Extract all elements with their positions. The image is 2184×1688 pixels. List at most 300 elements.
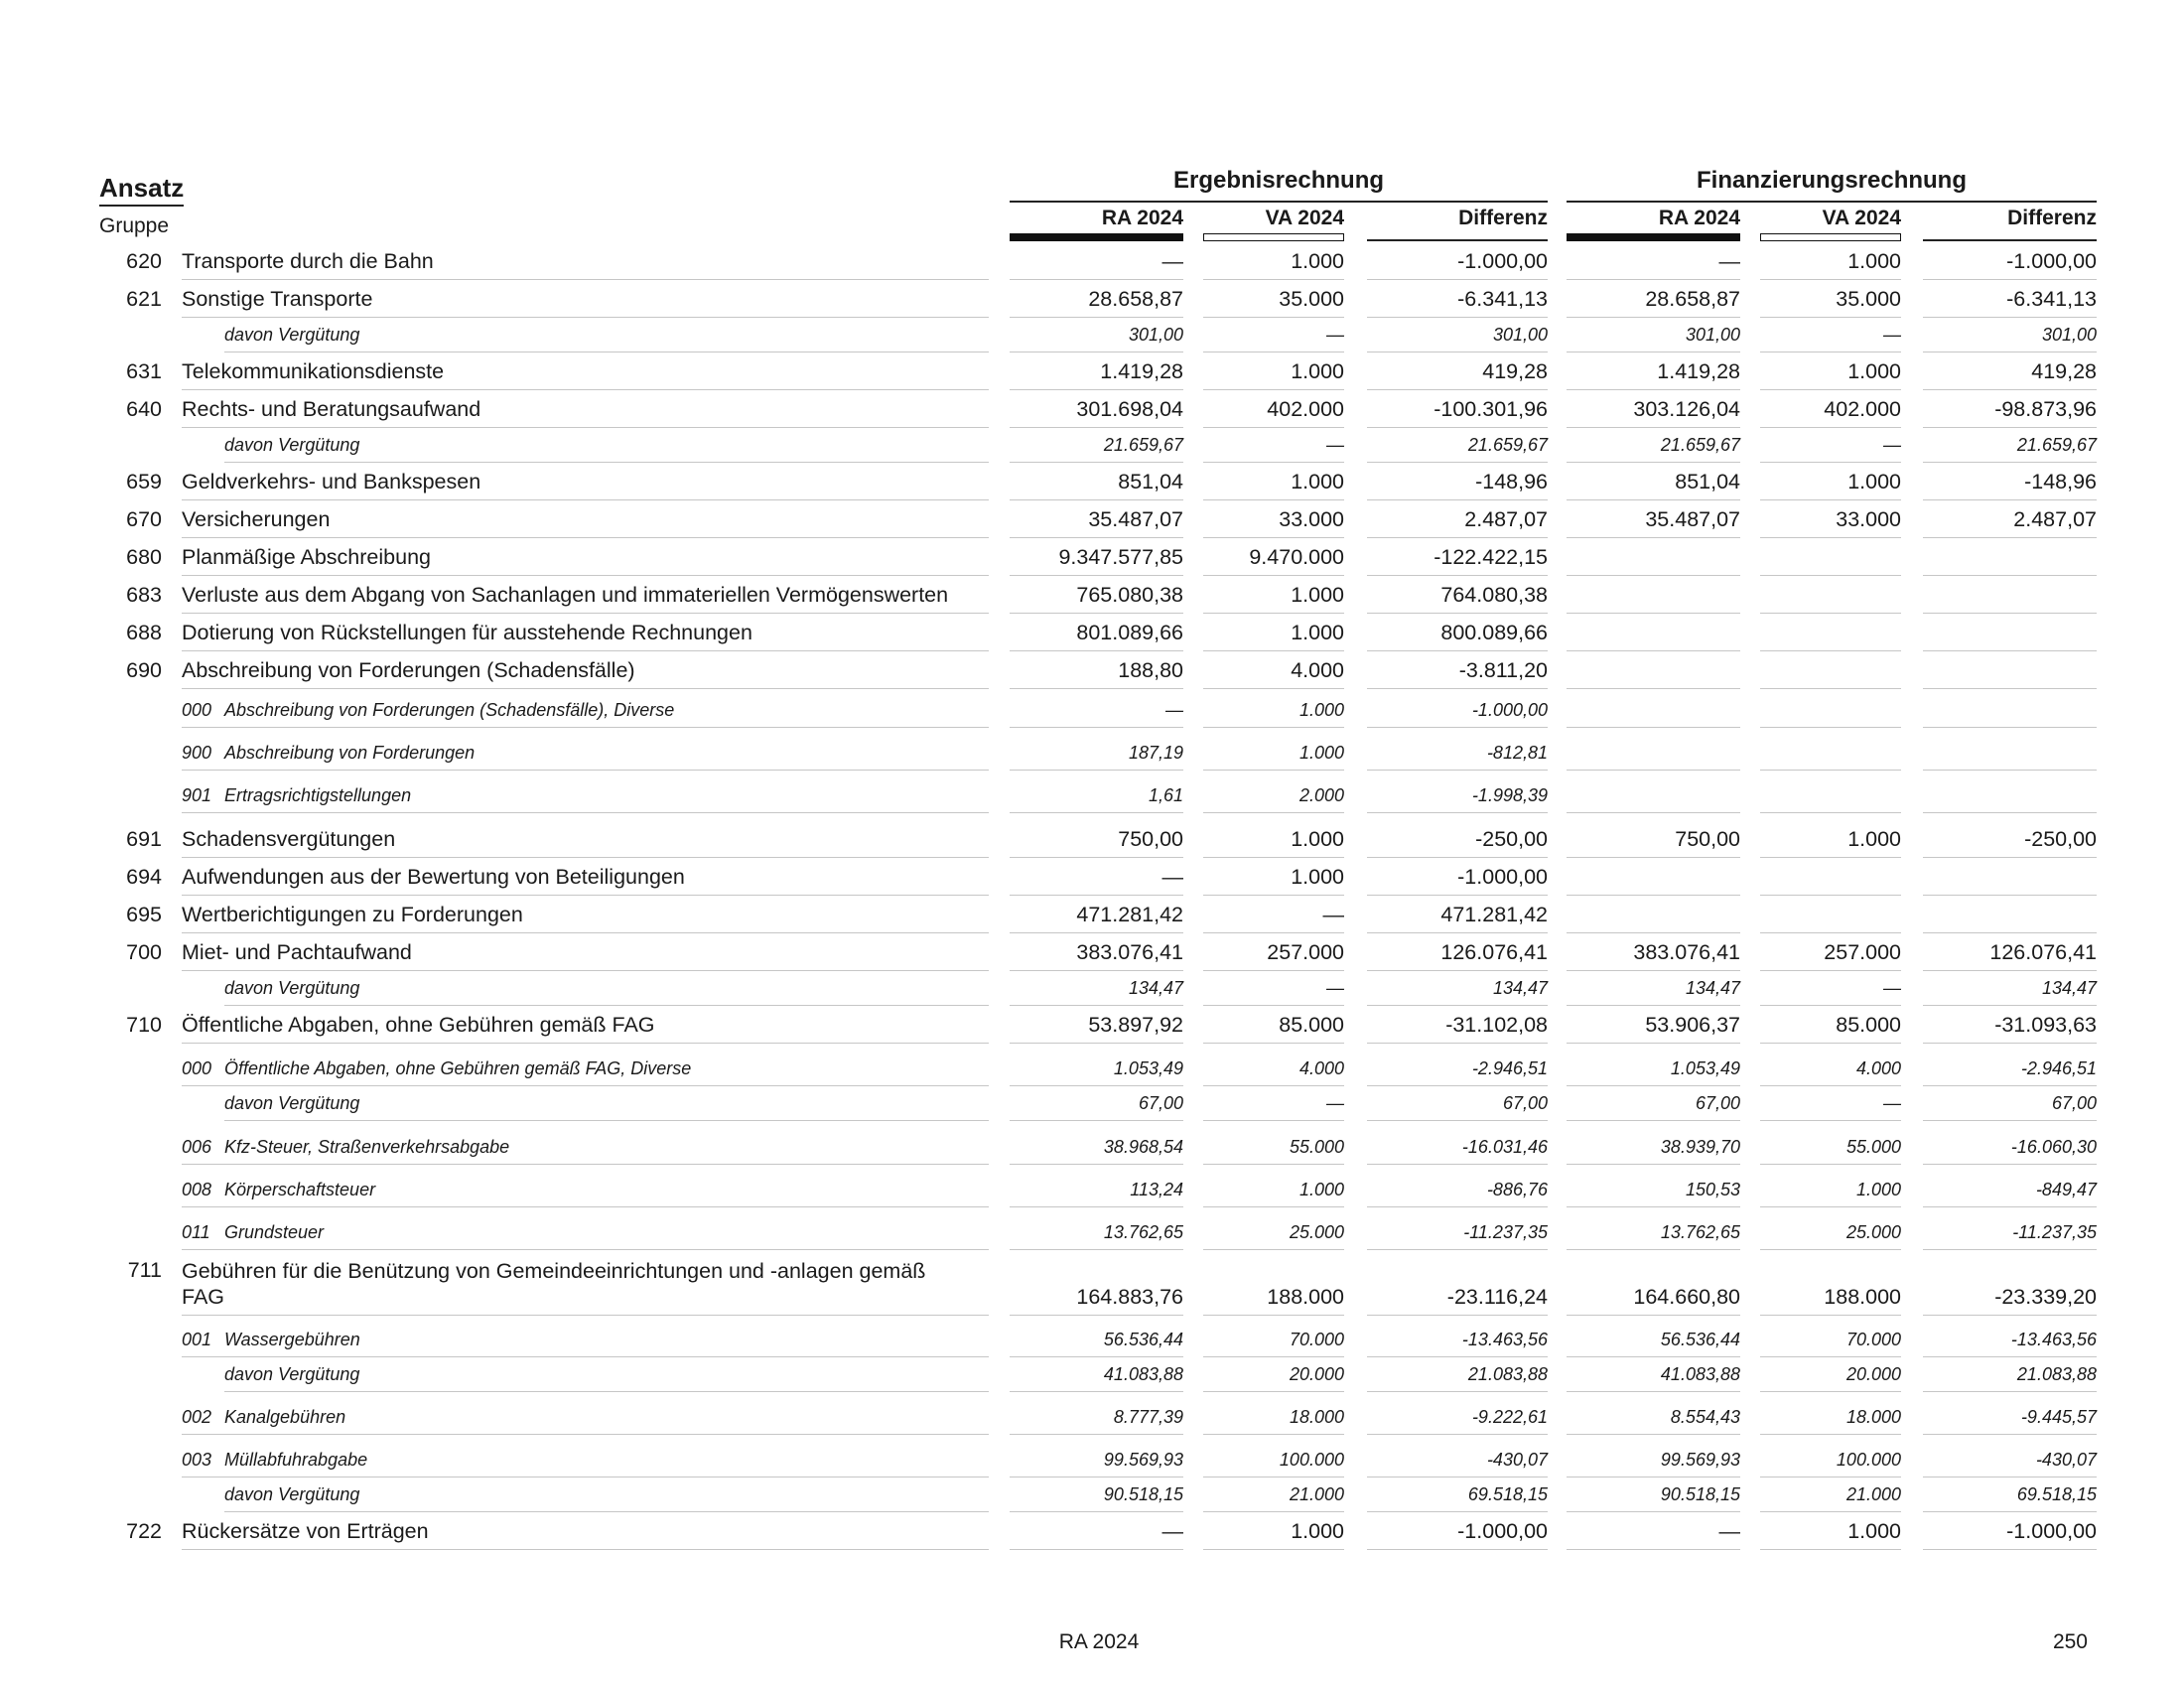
row-value-diff-fin: -849,47 xyxy=(2035,1180,2097,1199)
cell-rule xyxy=(1010,688,1183,689)
cell-rule xyxy=(1010,499,1183,500)
row-value-va-fin: — xyxy=(1883,325,1901,345)
footer-title: RA 2024 xyxy=(1058,1630,1140,1653)
row-value-va: — xyxy=(1322,903,1344,926)
cell-rule xyxy=(1203,1005,1344,1006)
row-value-ra-fin: 56.536,44 xyxy=(1660,1330,1740,1349)
table-row xyxy=(0,1131,2184,1165)
row-value-ra: 41.083,88 xyxy=(1103,1364,1183,1384)
row-label: Müllabfuhrabgabe xyxy=(224,1450,368,1470)
cell-rule xyxy=(1367,499,1548,500)
row-value-diff: -1.000,00 xyxy=(1457,865,1548,889)
row-value-va-fin: 33.000 xyxy=(1836,507,1901,531)
cell-rule xyxy=(1760,427,1901,428)
cell-rule xyxy=(1923,1164,2097,1165)
differenz-rule-fin xyxy=(1923,239,2097,241)
va-marker-bar-fin xyxy=(1760,233,1901,241)
cell-rule xyxy=(1203,1511,1344,1512)
row-value-ra: 187,19 xyxy=(1128,743,1183,763)
table-row xyxy=(0,1053,2184,1086)
row-value-diff: -2.946,51 xyxy=(1471,1058,1548,1078)
row-value-va: 2.000 xyxy=(1298,785,1344,805)
row-label: Öffentliche Abgaben, ohne Gebühren gemäß FAG xyxy=(182,1013,655,1037)
row-label: Miet- und Pachtaufwand xyxy=(182,940,412,964)
cell-rule xyxy=(1010,1511,1183,1512)
cell-rule xyxy=(1567,1549,1740,1550)
row-value-ra: 13.762,65 xyxy=(1103,1222,1183,1242)
row-label: Körperschaftsteuer xyxy=(224,1180,376,1199)
row-code: 683 xyxy=(126,583,162,607)
row-label: davon Vergütung xyxy=(224,1364,360,1384)
row-value-va: 1.000 xyxy=(1291,249,1344,273)
cell-rule xyxy=(1923,613,2097,614)
row-code: 001 xyxy=(182,1330,212,1349)
row-rule xyxy=(182,770,989,771)
row-value-diff-fin: 301,00 xyxy=(2041,325,2097,345)
cell-rule xyxy=(1923,1005,2097,1006)
cell-rule xyxy=(1367,389,1548,390)
table-row xyxy=(0,935,2184,971)
row-value-ra: 188,80 xyxy=(1118,658,1183,682)
row-value-va: 100.000 xyxy=(1279,1450,1344,1470)
row-value-va-fin: 25.000 xyxy=(1845,1222,1901,1242)
row-value-va-fin: 70.000 xyxy=(1845,1330,1901,1349)
table-row xyxy=(0,1358,2184,1392)
table-row xyxy=(0,540,2184,576)
cell-rule xyxy=(1203,1120,1344,1121)
cell-rule xyxy=(1567,1164,1740,1165)
row-value-va-fin: 1.000 xyxy=(1847,470,1901,493)
row-value-va: 1.000 xyxy=(1291,827,1344,851)
row-rule xyxy=(224,1391,989,1392)
cell-rule xyxy=(1760,279,1901,280)
row-value-va-fin: 100.000 xyxy=(1836,1450,1901,1470)
cell-rule xyxy=(1010,1391,1183,1392)
cell-rule xyxy=(1010,857,1183,858)
row-label: Planmäßige Abschreibung xyxy=(182,545,431,569)
row-value-ra: 765.080,38 xyxy=(1076,583,1183,607)
cell-rule xyxy=(1567,727,1740,728)
cell-rule xyxy=(1923,1315,2097,1316)
gruppe-subheading: Gruppe xyxy=(99,214,170,237)
row-value-va-fin: 188.000 xyxy=(1824,1285,1901,1309)
row-label: davon Vergütung xyxy=(224,1093,360,1113)
table-row xyxy=(0,1256,2184,1316)
cell-rule xyxy=(1760,1434,1901,1435)
row-value-diff: -23.116,24 xyxy=(1446,1285,1548,1309)
row-value-ra: 90.518,15 xyxy=(1103,1484,1183,1504)
cell-rule xyxy=(1760,462,1901,463)
table-row xyxy=(0,1216,2184,1250)
cell-rule xyxy=(1010,1315,1183,1316)
va-marker-bar xyxy=(1203,233,1344,241)
cell-rule xyxy=(1760,970,1901,971)
row-value-va: 70.000 xyxy=(1289,1330,1344,1349)
ra-marker-bar-fin xyxy=(1567,233,1740,241)
cell-rule xyxy=(1203,1315,1344,1316)
row-value-diff-fin: 21.659,67 xyxy=(2016,435,2097,455)
cell-rule xyxy=(1567,857,1740,858)
cell-rule xyxy=(1010,613,1183,614)
cell-rule xyxy=(1203,1043,1344,1044)
row-rule xyxy=(182,575,989,576)
row-value-va: 4.000 xyxy=(1291,658,1344,682)
table-row xyxy=(0,1008,2184,1044)
row-label: Abschreibung von Forderungen (Schadensfälle), Diverse xyxy=(224,700,675,720)
row-rule xyxy=(182,1206,989,1207)
row-rule xyxy=(182,1549,989,1550)
row-value-diff-fin: 126.076,41 xyxy=(1989,940,2097,964)
row-value-diff-fin: 2.487,07 xyxy=(2013,507,2097,531)
row-code: 900 xyxy=(182,743,212,763)
cell-rule xyxy=(1010,1249,1183,1250)
row-code: 621 xyxy=(126,287,162,311)
row-value-va-fin: — xyxy=(1883,1093,1901,1113)
cell-rule xyxy=(1923,1549,2097,1550)
cell-rule xyxy=(1203,537,1344,538)
cell-rule xyxy=(1367,895,1548,896)
row-value-ra: 53.897,92 xyxy=(1088,1013,1183,1037)
cell-rule xyxy=(1567,499,1740,500)
row-code: 700 xyxy=(126,940,162,964)
row-value-diff-fin: -250,00 xyxy=(2024,827,2097,851)
cell-rule xyxy=(1203,1356,1344,1357)
row-code: 000 xyxy=(182,1058,212,1078)
section-ergebnisrechnung: Ergebnisrechnung xyxy=(1010,167,1548,203)
cell-rule xyxy=(1760,895,1901,896)
row-label: Kanalgebühren xyxy=(224,1407,346,1427)
row-value-diff: -3.811,20 xyxy=(1458,658,1548,682)
row-value-ra-fin: 35.487,07 xyxy=(1645,507,1740,531)
cell-rule xyxy=(1367,1356,1548,1357)
cell-rule xyxy=(1203,895,1344,896)
row-code: 631 xyxy=(126,359,162,383)
cell-rule xyxy=(1367,857,1548,858)
cell-rule xyxy=(1923,688,2097,689)
row-code: 901 xyxy=(182,785,212,805)
row-value-va-fin: 4.000 xyxy=(1855,1058,1901,1078)
row-value-ra-fin: 8.554,43 xyxy=(1670,1407,1740,1427)
cell-rule xyxy=(1923,650,2097,651)
row-value-va: 1.000 xyxy=(1298,1180,1344,1199)
row-value-diff: 301,00 xyxy=(1492,325,1548,345)
cell-rule xyxy=(1203,499,1344,500)
cell-rule xyxy=(1567,1434,1740,1435)
cell-rule xyxy=(1567,1356,1740,1357)
cell-rule xyxy=(1567,1005,1740,1006)
row-rule xyxy=(182,812,989,813)
row-value-ra-fin: 41.083,88 xyxy=(1660,1364,1740,1384)
row-value-ra-fin: 53.906,37 xyxy=(1645,1013,1740,1037)
cell-rule xyxy=(1367,1249,1548,1250)
row-label: Abschreibung von Forderungen (Schadensfälle) xyxy=(182,658,635,682)
cell-rule xyxy=(1760,727,1901,728)
cell-rule xyxy=(1367,1005,1548,1006)
cell-rule xyxy=(1760,1511,1901,1512)
cell-rule xyxy=(1367,613,1548,614)
row-value-va: 33.000 xyxy=(1279,507,1344,531)
row-value-diff-fin: -11.237,35 xyxy=(2012,1222,2097,1242)
row-code: 620 xyxy=(126,249,162,273)
cell-rule xyxy=(1367,279,1548,280)
row-rule xyxy=(182,317,989,318)
row-label: Kfz-Steuer, Straßenverkehrsabgabe xyxy=(224,1137,510,1157)
cell-rule xyxy=(1203,279,1344,280)
row-value-diff: -6.341,13 xyxy=(1457,287,1548,311)
cell-rule xyxy=(1010,1206,1183,1207)
cell-rule xyxy=(1203,575,1344,576)
row-value-va: 4.000 xyxy=(1298,1058,1344,1078)
cell-rule xyxy=(1567,650,1740,651)
row-code: 000 xyxy=(182,700,212,720)
cell-rule xyxy=(1567,770,1740,771)
row-value-ra: 67,00 xyxy=(1138,1093,1183,1113)
row-label: Rückersätze von Erträgen xyxy=(182,1519,429,1543)
row-value-ra: 301,00 xyxy=(1128,325,1183,345)
cell-rule xyxy=(1760,1549,1901,1550)
table-row xyxy=(0,1514,2184,1550)
row-value-diff-fin: -9.445,57 xyxy=(2020,1407,2097,1427)
row-value-va: 1.000 xyxy=(1291,470,1344,493)
table-row xyxy=(0,1401,2184,1435)
row-label: Versicherungen xyxy=(182,507,331,531)
row-value-ra: 471.281,42 xyxy=(1076,903,1183,926)
table-row xyxy=(0,502,2184,538)
cell-rule xyxy=(1760,613,1901,614)
cell-rule xyxy=(1367,427,1548,428)
cell-rule xyxy=(1923,317,2097,318)
row-value-ra-fin: 67,00 xyxy=(1695,1093,1740,1113)
row-value-va-fin: — xyxy=(1883,978,1901,998)
cell-rule xyxy=(1760,389,1901,390)
cell-rule xyxy=(1203,727,1344,728)
cell-rule xyxy=(1923,575,2097,576)
row-value-ra: 8.777,39 xyxy=(1113,1407,1183,1427)
row-rule xyxy=(182,279,989,280)
row-value-ra: 99.569,93 xyxy=(1103,1450,1183,1470)
cell-rule xyxy=(1760,317,1901,318)
cell-rule xyxy=(1010,1356,1183,1357)
cell-rule xyxy=(1923,1043,2097,1044)
cell-rule xyxy=(1567,427,1740,428)
cell-rule xyxy=(1760,499,1901,500)
col-header-ra-2024: RA 2024 xyxy=(1101,207,1183,229)
cell-rule xyxy=(1923,1434,2097,1435)
row-value-va: 1.000 xyxy=(1291,1519,1344,1543)
cell-rule xyxy=(1010,1005,1183,1006)
cell-rule xyxy=(1010,812,1183,813)
cell-rule xyxy=(1923,389,2097,390)
row-value-va-fin: 55.000 xyxy=(1845,1137,1901,1157)
table-row xyxy=(0,1478,2184,1512)
cell-rule xyxy=(1367,317,1548,318)
cell-rule xyxy=(1203,389,1344,390)
row-value-diff-fin: -1.000,00 xyxy=(2006,249,2097,273)
cell-rule xyxy=(1923,1356,2097,1357)
row-value-diff: -122.422,15 xyxy=(1433,545,1548,569)
row-label: Öffentliche Abgaben, ohne Gebühren gemäß FAG, Diverse xyxy=(224,1058,692,1078)
cell-rule xyxy=(1567,1249,1740,1250)
cell-rule xyxy=(1760,1005,1901,1006)
row-value-va-fin: 402.000 xyxy=(1824,397,1901,421)
row-value-diff-fin: -31.093,63 xyxy=(1994,1013,2097,1037)
cell-rule xyxy=(1567,1391,1740,1392)
table-row xyxy=(0,465,2184,500)
cell-rule xyxy=(1203,1206,1344,1207)
col-header-differenz: Differenz xyxy=(1458,207,1548,229)
row-value-diff: 21.659,67 xyxy=(1467,435,1548,455)
row-rule xyxy=(182,727,989,728)
cell-rule xyxy=(1567,688,1740,689)
row-code: 011 xyxy=(182,1222,210,1242)
row-code: 670 xyxy=(126,507,162,531)
row-value-va-fin: 257.000 xyxy=(1824,940,1901,964)
row-value-va: — xyxy=(1326,325,1344,345)
section-finanzierungsrechnung: Finanzierungsrechnung xyxy=(1567,167,2097,203)
cell-rule xyxy=(1203,1391,1344,1392)
cell-rule xyxy=(1923,1249,2097,1250)
cell-rule xyxy=(1203,427,1344,428)
cell-rule xyxy=(1367,688,1548,689)
row-label: Verluste aus dem Abgang von Sachanlagen und immateriellen Vermögenswerten xyxy=(182,583,949,607)
row-label: davon Vergütung xyxy=(224,1484,360,1504)
row-value-diff-fin: 69.518,15 xyxy=(2016,1484,2097,1504)
table-row xyxy=(0,653,2184,689)
row-value-diff: -430,07 xyxy=(1486,1450,1548,1470)
cell-rule xyxy=(1010,537,1183,538)
cell-rule xyxy=(1567,1315,1740,1316)
row-value-ra-fin: 134,47 xyxy=(1685,978,1740,998)
row-value-ra: 1,61 xyxy=(1148,785,1183,805)
cell-rule xyxy=(1010,575,1183,576)
cell-rule xyxy=(1923,1085,2097,1086)
cell-rule xyxy=(1010,1085,1183,1086)
cell-rule xyxy=(1367,1391,1548,1392)
cell-rule xyxy=(1010,462,1183,463)
row-value-ra: 383.076,41 xyxy=(1076,940,1183,964)
cell-rule xyxy=(1923,499,2097,500)
row-value-va: 9.470.000 xyxy=(1249,545,1344,569)
row-value-diff-fin: 134,47 xyxy=(2041,978,2097,998)
row-label: Abschreibung von Forderungen xyxy=(224,743,476,763)
col-header-va-2024-fin: VA 2024 xyxy=(1822,207,1901,229)
table-row xyxy=(0,1087,2184,1121)
cell-rule xyxy=(1760,650,1901,651)
table-row xyxy=(0,1444,2184,1477)
row-code: 003 xyxy=(182,1450,212,1470)
cell-rule xyxy=(1203,1249,1344,1250)
row-value-va-fin: 1.000 xyxy=(1847,827,1901,851)
table-row xyxy=(0,1174,2184,1207)
row-value-ra: — xyxy=(1165,700,1183,720)
cell-rule xyxy=(1923,1391,2097,1392)
row-label: Geldverkehrs- und Bankspesen xyxy=(182,470,481,493)
row-value-ra-fin: 1.053,49 xyxy=(1670,1058,1740,1078)
table-row xyxy=(0,737,2184,771)
cell-rule xyxy=(1567,462,1740,463)
row-value-diff: 800.089,66 xyxy=(1440,621,1548,644)
row-value-va: 1.000 xyxy=(1291,621,1344,644)
row-value-ra-fin: 90.518,15 xyxy=(1660,1484,1740,1504)
cell-rule xyxy=(1567,1206,1740,1207)
cell-rule xyxy=(1010,932,1183,933)
row-code: 002 xyxy=(182,1407,212,1427)
cell-rule xyxy=(1203,970,1344,971)
cell-rule xyxy=(1203,317,1344,318)
row-label: davon Vergütung xyxy=(224,325,360,345)
row-code: 690 xyxy=(126,658,162,682)
table-row xyxy=(0,694,2184,728)
row-label: Grundsteuer xyxy=(224,1222,325,1242)
cell-rule xyxy=(1010,727,1183,728)
row-label: Dotierung von Rückstellungen für ausstehende Rechnungen xyxy=(182,621,752,644)
cell-rule xyxy=(1367,575,1548,576)
row-label: Schadensvergütungen xyxy=(182,827,396,851)
row-value-diff: 67,00 xyxy=(1502,1093,1548,1113)
row-value-va-fin: 1.000 xyxy=(1847,1519,1901,1543)
cell-rule xyxy=(1567,279,1740,280)
row-value-ra-fin: 383.076,41 xyxy=(1633,940,1740,964)
cell-rule xyxy=(1010,1434,1183,1435)
cell-rule xyxy=(1760,1164,1901,1165)
row-value-ra: 9.347.577,85 xyxy=(1058,545,1183,569)
row-rule xyxy=(182,650,989,651)
row-rule xyxy=(182,1315,989,1316)
cell-rule xyxy=(1367,1164,1548,1165)
row-value-ra-fin: 750,00 xyxy=(1675,827,1740,851)
row-value-diff-fin: 21.083,88 xyxy=(2016,1364,2097,1384)
row-code: 640 xyxy=(126,397,162,421)
cell-rule xyxy=(1367,1120,1548,1121)
cell-rule xyxy=(1203,613,1344,614)
row-value-ra-fin: 164.660,80 xyxy=(1633,1285,1740,1309)
differenz-rule xyxy=(1367,239,1548,241)
row-value-diff-fin: -23.339,20 xyxy=(1994,1285,2097,1309)
row-value-diff: -1.000,00 xyxy=(1457,1519,1548,1543)
cell-rule xyxy=(1203,857,1344,858)
cell-rule xyxy=(1760,1043,1901,1044)
cell-rule xyxy=(1567,317,1740,318)
cell-rule xyxy=(1760,537,1901,538)
row-value-diff: -148,96 xyxy=(1475,470,1548,493)
row-value-va: 18.000 xyxy=(1289,1407,1344,1427)
cell-rule xyxy=(1760,812,1901,813)
cell-rule xyxy=(1367,970,1548,971)
cell-rule xyxy=(1010,389,1183,390)
row-value-diff: 126.076,41 xyxy=(1440,940,1548,964)
cell-rule xyxy=(1203,812,1344,813)
row-value-diff-fin: -430,07 xyxy=(2035,1450,2097,1470)
row-value-va: 257.000 xyxy=(1267,940,1344,964)
row-value-va-fin: 18.000 xyxy=(1845,1407,1901,1427)
row-value-ra-fin: 28.658,87 xyxy=(1645,287,1740,311)
table-row xyxy=(0,822,2184,858)
row-code: 694 xyxy=(126,865,162,889)
cell-rule xyxy=(1923,895,2097,896)
cell-rule xyxy=(1567,537,1740,538)
row-value-ra: 301.698,04 xyxy=(1076,397,1183,421)
row-rule xyxy=(182,1434,989,1435)
page-number: 250 xyxy=(2052,1630,2088,1653)
row-code: 688 xyxy=(126,621,162,644)
row-value-va: 20.000 xyxy=(1289,1364,1344,1384)
row-value-diff-fin: -6.341,13 xyxy=(2006,287,2097,311)
row-value-diff: 2.487,07 xyxy=(1464,507,1548,531)
cell-rule xyxy=(1760,932,1901,933)
row-rule xyxy=(182,688,989,689)
row-value-diff: 69.518,15 xyxy=(1467,1484,1548,1504)
row-value-va: 25.000 xyxy=(1289,1222,1344,1242)
